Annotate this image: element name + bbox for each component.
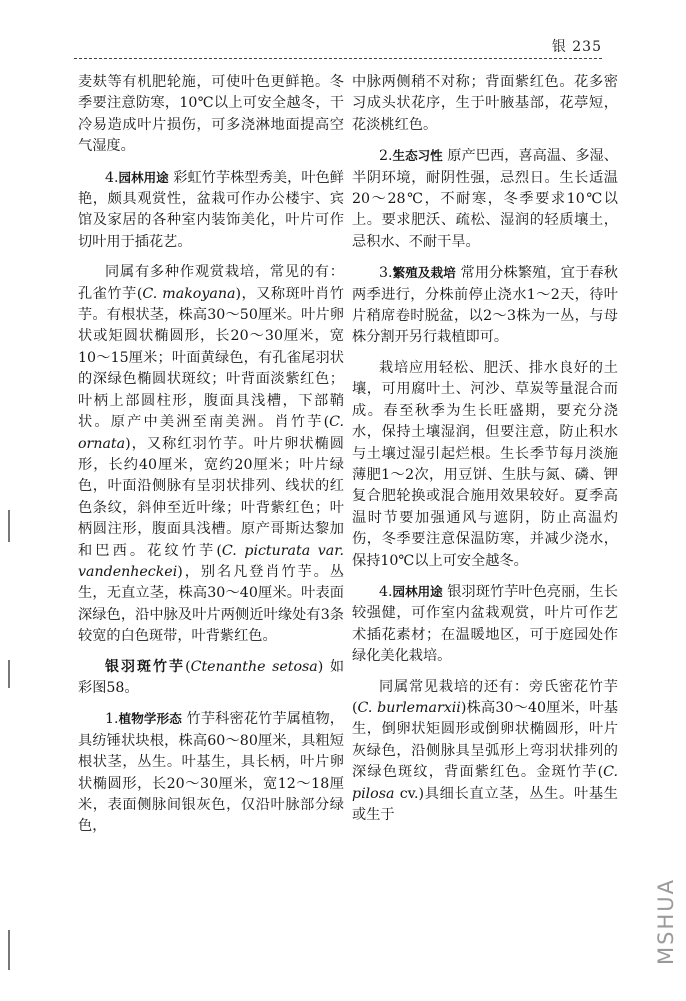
- latin-name: C. burlemarxii: [357, 699, 461, 716]
- paragraph: 同属常见栽培的还有：旁氏密花竹芋(C. burlemarxii)株高30～40厘米，叶基生，倒卵状矩圆形或倒卵状椭圆形，叶片灰绿色，沿侧脉具呈弧形上弯羽状排列的深绿色斑纹，背面紫红色。金斑竹芋(C. pilosa cv.)具细长直立茎，丛生。叶基生或生于: [352, 678, 618, 823]
- section-heading: 园林用途: [392, 583, 443, 599]
- latin-name: C. ornata: [78, 414, 344, 452]
- paragraph: 麦麸等有机肥轮施，可使叶色更鲜艳。冬季要注意防寒，10℃以上可安全越冬，干冷易造成叶片损伤，可多浇淋地面提高空气湿度。: [78, 74, 344, 155]
- left-column: [78, 72, 344, 838]
- section-paragraph: 4.园林用途 彩虹竹芋株型秀美，叶色鲜艳，颇具观赏性，盆栽可作办公楼宇、宾馆及家居的各种室内装饰美化，叶片可作切叶用于插花艺。: [78, 169, 344, 250]
- paragraph: 栽培应用轻松、肥沃、排水良好的土壤，可用腐叶土、河沙、草炭等量混合而成。春至秋季为生长旺盛期，要充分浇水，保持土壤湿润，但要注意，防止积水与土壤过湿引起烂根。生长季节每月淡施薄肥1～2次，用豆饼、生肤与氮、磷、钾复合肥轮换或混合施用效果较好。夏季高温时节要加强通风与遮阴，防止高温灼伤，冬季要注意保温防寒，并减少浇水，保持10℃以上可安全越冬。: [352, 359, 618, 569]
- section-paragraph: 2.生态习性 原产巴西，喜高温、多湿、半阴环境，耐阴性强，忌烈日。生长适温20～28℃，不耐寒，冬季要求10℃以上。要求肥沃、疏松、湿润的轻质壤土，忌积水、不耐干旱。: [352, 148, 618, 250]
- watermark: MSHUA: [654, 878, 678, 965]
- scan-edge-mark: [8, 510, 10, 542]
- latin-name: Ctenanthe setosa: [190, 658, 318, 675]
- latin-name: C. pilosa: [352, 764, 618, 802]
- section-heading: 植物学形态: [118, 711, 182, 727]
- section-paragraph: 4.园林用途 银羽斑竹芋叶色亮丽，生长较强健，可作室内盆栽观赏，叶片可作艺术插花素材；在温暖地区，可于庭园处作绿化美化栽培。: [352, 583, 618, 665]
- section-paragraph: 1.植物学形态 竹芋科密花竹芋属植物，具纺锤状块根，株高60～80厘米，具粗短根状茎，丛生。叶基生，具长柄，叶片卵状椭圆形，长20～30厘米，宽12～18厘米，表面侧脉间银灰色，仅沿叶脉部分绿色，: [78, 711, 344, 835]
- section-paragraph: 3.繁殖及栽培 常用分株繁殖，宜于春秋两季进行，分株前停止浇水1～2天，待叶片稍席卷时脱盆，以2～3株为一丛，与母株分割开另行栽植即可。: [352, 265, 618, 346]
- scan-edge-mark: [8, 930, 10, 970]
- header-rule: [74, 58, 602, 59]
- page-header: [0, 0, 686, 64]
- running-title: 银 235: [551, 39, 602, 55]
- entry-title: 银羽斑竹芋: [104, 658, 186, 675]
- paragraph: 同属有多种作观赏栽培，常见的有：孔雀竹芋(C. makoyana)，又称斑叶肖竹芋。有根状茎，株高30～50厘米。叶片卵状或矩圆状椭圆形，长20～30厘米，宽10～15厘米；叶面黄绿色，有孔雀尾羽状的深绿色椭圆状斑纹；叶背面淡紫红色；叶柄上部圆柱形，腹面具浅槽，下部鞘状。原产中美洲至南美洲。肖竹芋(C. ornata)，又称红羽竹芋。叶片卵状椭圆形，长约40厘米，宽约20厘米；叶片绿色，叶面沿侧脉有呈羽状排列、线状的红色条纹，斜伸至近叶缘；叶背紫红色；叶柄圆注形，腹面具浅槽。原产哥斯达黎加和巴西。花纹竹芋(C. picturata var. vandenheckei)，别名凡登肖竹芋。丛生，无直立茎，株高30～40厘米。叶表面深绿色，沿中脉及叶片两侧近叶缘处有3条较宽的白色斑带，叶背紫红色。: [78, 264, 344, 645]
- paragraph: 中脉两侧稍不对称；背面紫红色。花多密习成头状花序，生于叶腋基部，花葶短，花淡桃红色。: [352, 74, 618, 133]
- section-heading: 繁殖及栽培: [392, 265, 456, 281]
- entry-paragraph: 银羽斑竹芋(Ctenanthe setosa) 如彩图58。: [78, 658, 345, 696]
- section-heading: 生态习性: [392, 148, 443, 164]
- latin-name: C. picturata var. vandenheckei: [78, 542, 344, 580]
- section-heading: 园林用途: [118, 169, 169, 185]
- scan-edge-mark: [8, 660, 10, 688]
- latin-name: C. makoyana: [142, 285, 236, 302]
- right-column: [352, 72, 618, 826]
